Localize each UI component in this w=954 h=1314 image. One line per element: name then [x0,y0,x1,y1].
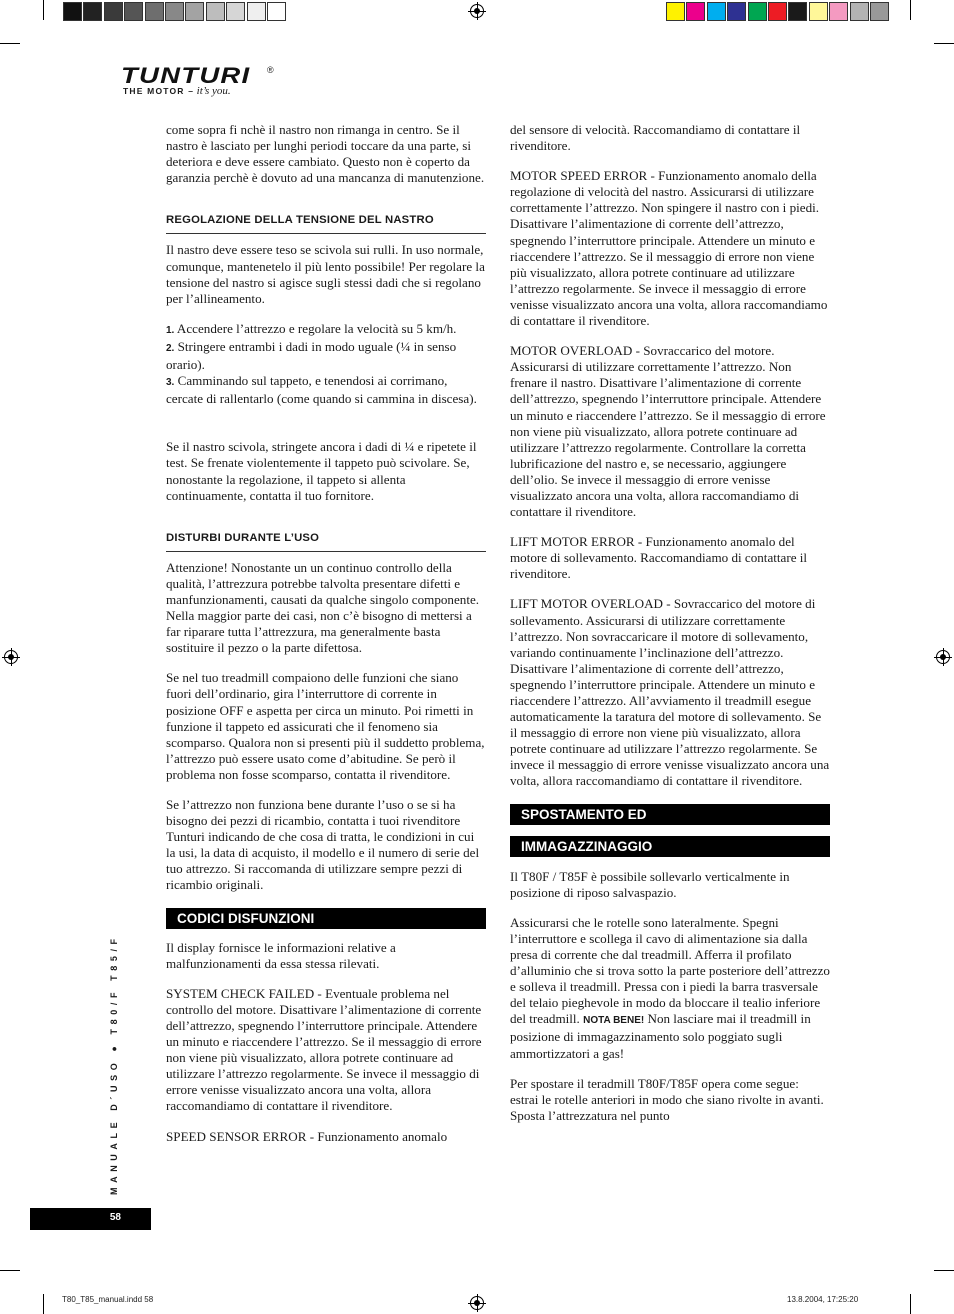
paragraph-system-check: SYSTEM CHECK FAILED - Eventuale problema nel controllo del motore. Disattivare l’alimentazione di corrente dell’attrezzo, spegnendo l’interruttore principale. Attendere un minuto e riaccendere l’attrezzo. Se il messaggio di errore non viene più visualizzato, allora potrete continuare ad utilizzare l’attrezzo regolarmente. Se invece il messaggio di errore venisse visualizzato ancora una volta, allora raccomandiamo di contattare il rivenditore. [166,985,482,1114]
heading-moving-1: SPOSTAMENTO ED [510,804,830,825]
gray-swatch [145,2,164,21]
paragraph-moving: Per spostare il teradmill T80F/T85F opera come segue: estrai le rotelle anteriori in modo che siano rivolte in avanti. Sposta l’attrezzatura nel punto [510,1075,824,1123]
right-column [510,122,830,1138]
heading-moving-2: IMMAGAZZINAGGIO [510,836,830,857]
file-slug: T80_T85_manual.indd 58 [62,1295,154,1304]
logo-wordmark: TUNTURI [121,63,251,88]
crop-mark [910,1294,911,1314]
paragraph-display: Il display fornisce le informazioni relative a malfunzionamenti da essa stessa rilevati. [166,939,396,971]
gray-swatch [83,2,102,21]
heading-error-codes: CODICI DISFUNZIONI [166,908,486,929]
color-swatch [768,2,787,21]
tension-steps [166,321,486,407]
crop-mark [910,0,911,20]
paragraph-motor-speed-error: MOTOR SPEED ERROR - Funzionamento anomalo della regolazione di velocità del nastro. Assicurarsi di utilizzare correttamente l’attrezzo. Non spingere il nastro con i piedi. Disattivare l’alimentazione di corrente dell’attrezzo, spegnendo l’interruttore principale. Attendere un minuto e riaccendere l’attrezzo. Se il messaggio di errore non viene più visualizzato, allora potrete continuare ad utilizzare l’attrezzo regolarmente. Se invece il messaggio di errore venisse visualizzato ancora una volta, allora raccomandiamo di contattare il rivenditore. [510,168,828,329]
color-swatch [727,2,746,21]
color-swatch [850,2,869,21]
paragraph-t80f: Il T80F / T85F è possibile sollevarlo verticalmente in posizione di riposo salvaspazio. [510,868,790,900]
side-running-title: MANUALE D´USO ● T80/F T85/F [109,934,119,1195]
crop-mark [934,1270,954,1271]
color-swatch [666,2,685,21]
gray-swatch [185,2,204,21]
paragraph-tension: Il nastro deve essere teso se scivola sui rulli. In uso normale, comunque, mantenetelo il più lento possibile! Per regolare la tensione del nastro si agisce sugli stessi dadi che si regolano per l’allineamento. [166,242,485,306]
paragraph-slip: Se il nastro scivola, stringete ancora i dadi di ¼ e ripetete il test. Se frenate violentemente il tappeto può scivolare. Se, nonostante la regolazione, il tappeto si allenta continuamente, contatta il tuo fornitore. [166,439,477,503]
registration-mark-icon [470,1296,484,1310]
step-number: 1. [166,324,175,336]
note-label: NOTA BENE! [583,1015,645,1027]
note-text: Non lasciare mai il treadmill in posizione di immagazzinamento solo poggiato sugli ammortizzatori a gas! [510,1011,811,1061]
logo-tagline [123,85,231,97]
registered-mark: ® [267,65,274,75]
color-swatch [870,2,889,21]
paragraph-intro: come sopra fi nchè il nastro non rimanga in centro. Se il nastro è lasciato per lunghi periodi toccare da una parte, si deteriora e deve essere cambiato. Questo non è coperto da garanzia perchè è dovuto ad una mancanza di manutenzione. [166,122,485,186]
paragraph-functions: Se nel tuo treadmill compaiono delle funzioni che siano fuori dell’ordinario, gira l’interruttore di corrente in posizione OFF e aspetta per circa un minuto. Poi rimetti in funzione il tappeto ed assicurati che il fenomeno sia scomparso. Qualora non si presenti più il suddetto problema, l’attrezzo può essere usato come d’abitudine. Se però il problema non fosse scomparso, contatta il rivenditore. [166,670,485,782]
color-swatch [829,2,848,21]
gray-swatch [104,2,123,21]
gray-swatch [247,2,266,21]
gray-swatch [206,2,225,21]
heading-disturbances: DISTURBI DURANTE L’USO [166,530,486,552]
registration-mark-icon [470,4,484,18]
paragraph-lift-motor-error: LIFT MOTOR ERROR - Funzionamento anomalo del motore di sollevamento. Raccomandiamo di contattare il rivenditore. [510,534,808,582]
crop-mark [43,0,44,20]
step-text: Camminando sul tappeto, e tenendosi ai corrimano, cercate di rallentarlo (come quando si cammina in discesa). [166,373,477,407]
paragraph-lift-motor-overload: LIFT MOTOR OVERLOAD - Sovraccarico del motore di sollevamento. Assicurarsi di utilizzare correttamente l’attrezzo. Non sovraccaricare il motore di sollevamento, variando continuamente l’inclinazione dell’attrezzo. Disattivare l’alimentazione di corrente dell’attrezzo, spegnendo l’interruttore principale. Attendere un minuto e riaccendere l’attrezzo. All’avviamento il treadmill esegue automaticamente la taratura del motore di sollevamento. Se il messaggio di errore non viene più visualizzato, allora potrete continuare ad utilizzare l’attrezzo regolarmente. Se invece il messaggio di errore venisse visualizzato ancora una volta, allora raccomandiamo di contattare il rivenditore. [510,596,830,789]
gray-swatch [267,2,286,21]
color-swatch [686,2,705,21]
paragraph-sensor-continued: del sensore di velocità. Raccomandiamo di contattare il rivenditore. [510,122,801,154]
crop-mark [934,43,954,44]
gray-swatch [63,2,82,21]
heading-belt-tension: REGOLAZIONE DELLA TENSIONE DEL NASTRO [166,212,486,234]
color-swatch [809,2,828,21]
registration-mark-icon [936,650,950,664]
gray-swatch [124,2,143,21]
step-number: 2. [166,342,175,354]
tagline-suffix: it’s you. [196,85,231,97]
color-swatch [748,2,767,21]
paragraph-motor-overload: MOTOR OVERLOAD - Sovraccarico del motore. Assicurarsi di utilizzare correttamente l’attrezzo. Non frenare il nastro. Disattivare l’alimentazione di corrente dell’attrezzo, spegnendo l’interruttore principale. Attendere un minuto e riaccendere l’attrezzo. Se il messaggio di errore non viene più visualizzato, allora potrete continuare ad utilizzare l’attrezzo regolarmente. Controllare la corretta lubrificazione del nastro e, se necessario, aggiungere dell’olio. Se invece il messaggio di errore venisse visualizzato ancora una volta, allora raccomandiamo di contattare il rivenditore. [510,343,826,520]
step-text: Stringere entrambi i dadi in modo uguale (¼ in senso orario). [166,338,457,373]
paragraph-speed-sensor: SPEED SENSOR ERROR - Funzionamento anomalo [166,1128,448,1144]
page-number: 58 [30,1208,151,1230]
gray-swatch [165,2,184,21]
registration-mark-icon [4,650,18,664]
timestamp-slug: 13.8.2004, 17:25:20 [787,1295,859,1304]
paragraph-wheels [510,915,830,1062]
color-swatch [707,2,726,21]
paragraph-attention: Attenzione! Nonostante un un continuo controllo della qualità, l’attrezzura potrebbe talvolta presentare difetti e manfunzionamenti, causati da qualche singolo componente. Nella maggior parte dei casi, non c’è bisogno di mettersi a far riparare tutta l’attrezzura, ma generalmente basta sostituire il pezzo o la parte difettosa. [166,559,480,656]
left-column [166,122,486,1159]
tunturi-logo [121,63,274,97]
crop-mark [0,43,20,44]
tagline-prefix: THE MOTOR – [123,86,195,96]
color-swatch [788,2,807,21]
gray-swatch [226,2,245,21]
paragraph-spare-parts: Se l’attrezzo non funziona bene durante l’uso o se si ha bisogno dei pezzi di ricambio, contatta i tuoi rivenditore Tunturi indicando de che cosa di tratta, le condizioni in cui la usi, la data di acquisto, il modello e il numero di serie del tuo attrezzo. Si raccomanda di utilizzare sempre pezzi di ricambio originali. [166,797,480,893]
step-text: Accendere l’attrezzo e regolare la velocità su 5 km/h. [176,320,457,336]
step-number: 3. [166,377,175,389]
crop-mark [0,1270,20,1271]
crop-mark [43,1294,44,1314]
wheels-text: Assicurarsi che le rotelle sono lateralmente. Spegni l’interruttore e scollega il cavo di alimentazione sia dalla presa di corrente che dal treadmill. Afferra il profilato d’alluminio che si trova sotto la parte posteriore dell’attrezzo e solleva il treadmill. Pressa con i piedi la barra trasversale del telaio pieghevole in modo da bloccare il tealio inferiore del treadmill. [510,914,830,1027]
